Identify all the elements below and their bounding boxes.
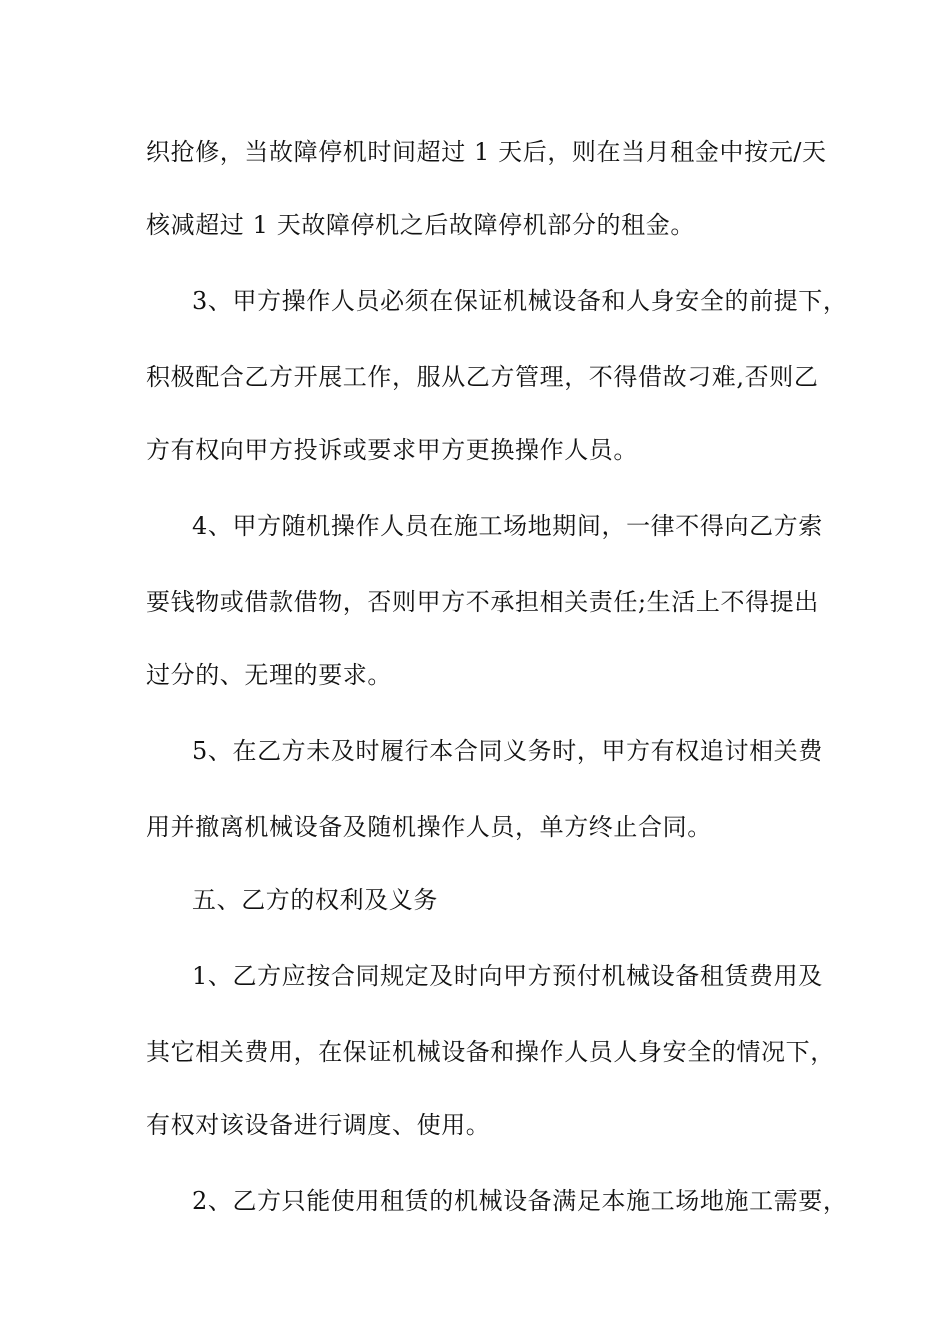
text-line: 其它相关费用，在保证机械设备和操作人员人身安全的情况下， [146,1038,835,1066]
clause-4-start: 4、甲方随机操作人员在施工场地期间，一律不得向乙方索 [192,512,823,540]
text-line: 织抢修，当故障停机时间超过 1 天后，则在当月租金中按元/天 [146,138,827,166]
clause-2-start: 2、乙方只能使用租赁的机械设备满足本施工场地施工需要， [192,1187,848,1215]
text-line: 用并撤离机械设备及随机操作人员，单方终止合同。 [146,813,712,841]
text-line: 过分的、无理的要求。 [146,661,392,689]
text-line: 方有权向甲方投诉或要求甲方更换操作人员。 [146,436,638,464]
clause-1-start: 1、乙方应按合同规定及时向甲方预付机械设备租赁费用及 [192,962,823,990]
text-line: 有权对该设备进行调度、使用。 [146,1111,491,1139]
clause-3-start: 3、甲方操作人员必须在保证机械设备和人身安全的前提下， [192,287,848,315]
text-line: 要钱物或借款借物，否则甲方不承担相关责任;生活上不得提出 [146,588,819,616]
clause-5-start: 5、在乙方未及时履行本合同义务时，甲方有权追讨相关费 [192,737,823,765]
text-line: 积极配合乙方开展工作，服从乙方管理，不得借故刁难,否则乙 [146,363,819,391]
section-heading: 五、乙方的权利及义务 [192,886,438,914]
text-line: 核减超过 1 天故障停机之后故障停机部分的租金。 [146,211,695,239]
